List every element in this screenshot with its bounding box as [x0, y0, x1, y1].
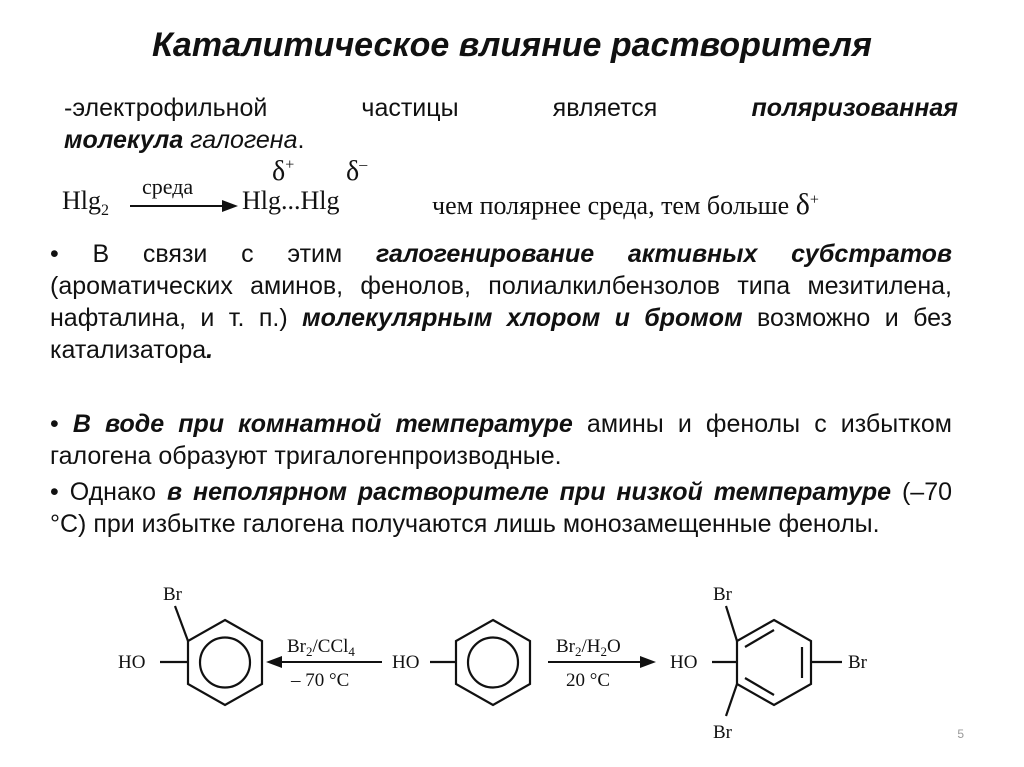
- intro-text-2: галогена: [183, 126, 298, 154]
- bullet-3-marker: •: [50, 478, 59, 506]
- bullet-1-emphasis-1: галогенирование активных субстратов: [375, 240, 952, 268]
- arrow-label-medium: среда: [142, 174, 194, 199]
- bromophenol-structure: [118, 584, 262, 705]
- intro-emphasis-1: поляризованная: [751, 94, 958, 122]
- intro-text-1: -электрофильной частицы является: [64, 94, 752, 122]
- bullet-1-text-3: возможно и без катализатора: [50, 304, 952, 364]
- right-ho-label: HO: [670, 652, 698, 673]
- intro-period: .: [297, 126, 305, 154]
- phenol-structure: [392, 620, 530, 705]
- equation-product: Hlg...Hlg: [242, 186, 340, 215]
- arrow-left-reagent: $Br_2/CCl_4$: [287, 636, 355, 659]
- delta-plus-sign: +: [285, 156, 295, 174]
- bullet-3-text-2: (–70 °С) при избытке галогена получаются лишь монозамещенные фенолы.: [50, 478, 953, 538]
- polarity-note: [432, 188, 819, 222]
- arrow-left-temperature: – 70 °C: [291, 670, 350, 691]
- delta-minus-sign: –: [359, 156, 368, 174]
- center-ho-label: HO: [392, 652, 420, 673]
- arrow-right-temperature: 20 °C: [566, 670, 611, 691]
- delta-minus: [346, 156, 367, 188]
- reactant-text: Hlg: [62, 186, 101, 215]
- bullet-1: [50, 238, 952, 366]
- bullet-2-text-2: амины и фенолы с избытком галогена образуют тригалогенпроизводные.: [50, 410, 952, 470]
- bullet-1-emphasis-2: молекулярным хлором и бромом: [302, 304, 743, 332]
- right-br-bottom-label: Br: [713, 722, 732, 743]
- right-br-right-label: Br: [848, 652, 867, 673]
- polarity-note-sign: +: [809, 191, 819, 209]
- delta-plus-symbol: δ: [272, 156, 286, 187]
- reaction-arrow: [130, 198, 240, 214]
- bullet-1-text-2: (ароматических аминов, фенолов, полиалкилбензолов типа мезитилена, нафталина, и т. п.): [50, 272, 952, 332]
- bullet-2-marker: •: [50, 410, 59, 438]
- right-br-top-label: Br: [713, 584, 732, 605]
- intro-line-2: [64, 124, 958, 156]
- left-ho-label: HO: [118, 652, 146, 673]
- arrow-left-conditions: [266, 636, 382, 691]
- slide-title: Каталитическое влияние растворителя: [152, 26, 872, 64]
- reaction-scheme: [0, 576, 1024, 746]
- delta-plus: [272, 156, 294, 188]
- bullet-3-text-1: Однако: [58, 478, 167, 506]
- tribromophenol-structure: [670, 584, 868, 743]
- arrow-right-conditions: [548, 636, 656, 691]
- arrow-right-reagent: $Br_2/H_2O$: [556, 636, 621, 659]
- bullet-1-text-1: В связи с этим: [58, 240, 376, 268]
- bullet-3-emphasis: в неполярном растворителе при низкой температуре: [166, 478, 892, 506]
- page-number: 5: [957, 727, 964, 741]
- polarity-note-delta: δ: [795, 188, 810, 221]
- bullet-2-emphasis: В воде при комнатной температуре: [72, 410, 573, 438]
- equation-reactant: [62, 186, 109, 220]
- bullet-2: [50, 408, 952, 472]
- delta-minus-symbol: δ: [346, 156, 360, 187]
- bullet-1-marker: •: [50, 240, 59, 268]
- intro-line-1: [64, 92, 958, 124]
- bullet-2-text-1: [59, 410, 73, 438]
- left-br-label: Br: [163, 584, 182, 605]
- intro-emphasis-2: молекула: [64, 126, 184, 154]
- bullet-1-period: .: [206, 336, 214, 364]
- reactant-subscript: 2: [101, 202, 109, 220]
- bullet-3: [50, 476, 952, 540]
- polarity-note-text: чем полярнее среда, тем больше: [432, 191, 796, 220]
